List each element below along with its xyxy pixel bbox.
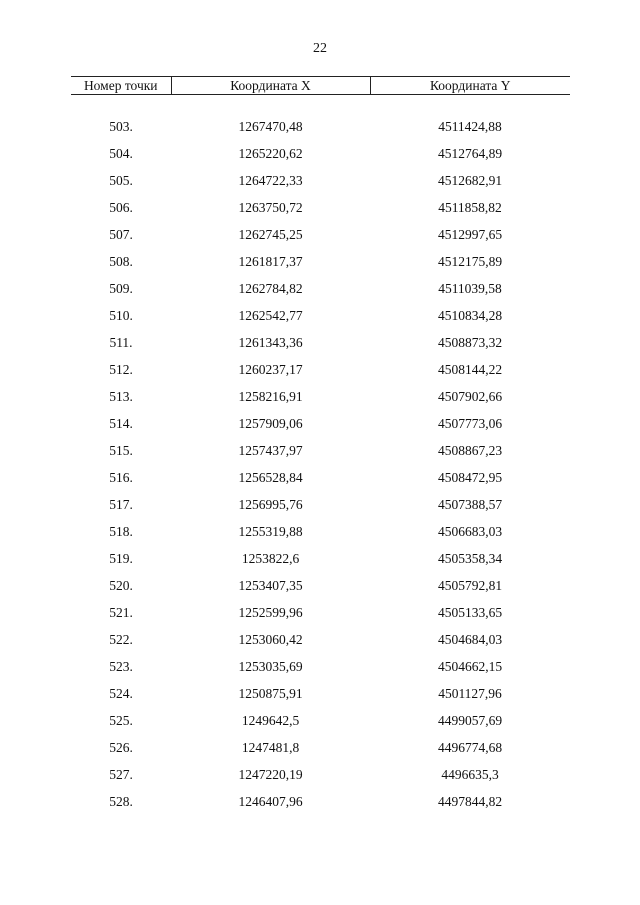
coordinate-x-cell: 1256528,84	[238, 469, 303, 485]
point-number-cell: 526.	[109, 739, 133, 755]
point-number-cell: 523.	[109, 658, 133, 674]
table-row	[71, 113, 570, 140]
coordinate-x-cell: 1253060,42	[238, 631, 303, 647]
point-number-cell: 511.	[109, 334, 133, 350]
table-row	[71, 545, 570, 572]
coordinate-y-cell: 4497844,82	[437, 793, 503, 809]
coordinate-x-cell: 1262784,82	[238, 280, 303, 296]
coordinate-y-cell: 4512175,89	[437, 253, 503, 269]
table-row	[71, 653, 570, 680]
point-number-cell: 521.	[109, 604, 133, 620]
coordinate-x-cell: 1249642,5	[241, 712, 300, 728]
point-number-cell: 503.	[109, 118, 133, 134]
point-number-cell: 504.	[109, 145, 133, 161]
table-body	[71, 95, 570, 816]
point-number-cell: 509.	[109, 280, 133, 296]
coordinate-x-cell: 1264722,33	[238, 172, 303, 188]
table-row	[71, 302, 570, 329]
table-row	[71, 626, 570, 653]
table-row	[71, 491, 570, 518]
table-header	[71, 77, 570, 95]
coordinate-x-cell: 1261343,36	[238, 334, 303, 350]
coordinate-x-cell: 1256995,76	[238, 496, 303, 512]
table-row	[71, 140, 570, 167]
point-number-cell: 510.	[109, 307, 133, 323]
coordinate-y-cell: 4505358,34	[437, 550, 503, 566]
point-number-cell: 505.	[109, 172, 133, 188]
coordinate-y-cell: 4508144,22	[437, 361, 503, 377]
coordinate-x-cell: 1260237,17	[238, 361, 303, 377]
table-row	[71, 275, 570, 302]
header-coordinate-y: Координата Y	[370, 77, 570, 95]
coordinate-x-cell: 1246407,96	[238, 793, 303, 809]
coordinate-x-cell: 1252599,96	[238, 604, 303, 620]
coordinate-x-cell: 1255319,88	[238, 523, 303, 539]
table-row	[71, 707, 570, 734]
point-number-cell: 519.	[109, 550, 133, 566]
coordinate-y-cell: 4508472,95	[437, 469, 503, 485]
header-coordinate-x: Координата X	[171, 77, 370, 95]
point-number-cell: 518.	[109, 523, 133, 539]
coordinate-x-cell: 1253407,35	[238, 577, 303, 593]
coordinate-y-cell: 4512997,65	[437, 226, 503, 242]
table-row	[71, 680, 570, 707]
coordinate-x-cell: 1250875,91	[238, 685, 303, 701]
point-number-cell: 515.	[109, 442, 133, 458]
point-number-cell: 508.	[109, 253, 133, 269]
point-number-cell: 527.	[109, 766, 133, 782]
coordinate-y-cell: 4512682,91	[437, 172, 503, 188]
coordinate-x-cell: 1257909,06	[238, 415, 303, 431]
point-number-cell: 525.	[109, 712, 133, 728]
coordinate-x-cell: 1253035,69	[238, 658, 303, 674]
table-row	[71, 194, 570, 221]
header-row	[71, 77, 570, 95]
header-spacer	[71, 95, 570, 114]
table-row	[71, 518, 570, 545]
coordinate-x-cell: 1263750,72	[238, 199, 303, 215]
coordinate-y-cell: 4506683,03	[437, 523, 503, 539]
point-number-cell: 528.	[109, 793, 133, 809]
coordinates-table	[71, 76, 570, 815]
table-row	[71, 734, 570, 761]
point-number-cell: 516.	[109, 469, 133, 485]
point-number-cell: 513.	[109, 388, 133, 404]
coordinate-x-cell: 1261817,37	[238, 253, 303, 269]
table-row	[71, 464, 570, 491]
coordinate-y-cell: 4507773,06	[437, 415, 503, 431]
table-row	[71, 167, 570, 194]
coordinate-x-cell: 1253822,6	[241, 550, 300, 566]
coordinate-y-cell: 4512764,89	[437, 145, 503, 161]
coordinate-y-cell: 4501127,96	[438, 685, 502, 701]
coordinate-x-cell: 1262542,77	[238, 307, 303, 323]
page-number: 22	[313, 41, 327, 56]
coordinate-x-cell: 1257437,97	[238, 442, 303, 458]
coordinate-y-cell: 4496774,68	[437, 739, 503, 755]
coordinate-y-cell: 4505133,65	[437, 604, 503, 620]
point-number-cell: 514.	[109, 415, 133, 431]
point-number-cell: 512.	[109, 361, 133, 377]
coordinate-y-cell: 4508867,23	[437, 442, 503, 458]
coordinate-y-cell: 4504684,03	[437, 631, 503, 647]
coordinate-x-cell: 1267470,48	[238, 118, 303, 134]
table-row	[71, 356, 570, 383]
table-row	[71, 788, 570, 815]
point-number-cell: 517.	[109, 496, 133, 512]
coordinate-x-cell: 1262745,25	[238, 226, 303, 242]
coordinate-y-cell: 4511039,58	[438, 280, 502, 296]
point-number-cell: 524.	[109, 685, 133, 701]
coordinate-x-cell: 1258216,91	[238, 388, 303, 404]
table-row	[71, 761, 570, 788]
table-row	[71, 221, 570, 248]
table-row	[71, 383, 570, 410]
header-point-number: Номер точки	[71, 77, 171, 95]
coordinate-y-cell: 4511424,88	[438, 118, 502, 134]
coordinate-y-cell: 4504662,15	[437, 658, 503, 674]
table-row	[71, 248, 570, 275]
table-row	[71, 329, 570, 356]
coordinate-x-cell: 1247220,19	[238, 766, 303, 782]
coordinate-y-cell: 4508873,32	[437, 334, 503, 350]
table-row	[71, 572, 570, 599]
coordinate-y-cell: 4510834,28	[437, 307, 503, 323]
coordinate-y-cell: 4499057,69	[437, 712, 503, 728]
coordinate-y-cell: 4505792,81	[437, 577, 503, 593]
table-row	[71, 410, 570, 437]
table-row	[71, 437, 570, 464]
coordinate-y-cell: 4507902,66	[437, 388, 503, 404]
coordinate-x-cell: 1247481,8	[241, 739, 300, 755]
coordinate-y-cell: 4507388,57	[437, 496, 503, 512]
table-row	[71, 599, 570, 626]
coordinate-y-cell: 4511858,82	[438, 199, 502, 215]
point-number-cell: 522.	[109, 631, 133, 647]
point-number-cell: 506.	[109, 199, 133, 215]
coordinate-x-cell: 1265220,62	[238, 145, 303, 161]
coordinate-y-cell: 4496635,3	[441, 766, 499, 782]
point-number-cell: 520.	[109, 577, 133, 593]
point-number-cell: 507.	[109, 226, 133, 242]
